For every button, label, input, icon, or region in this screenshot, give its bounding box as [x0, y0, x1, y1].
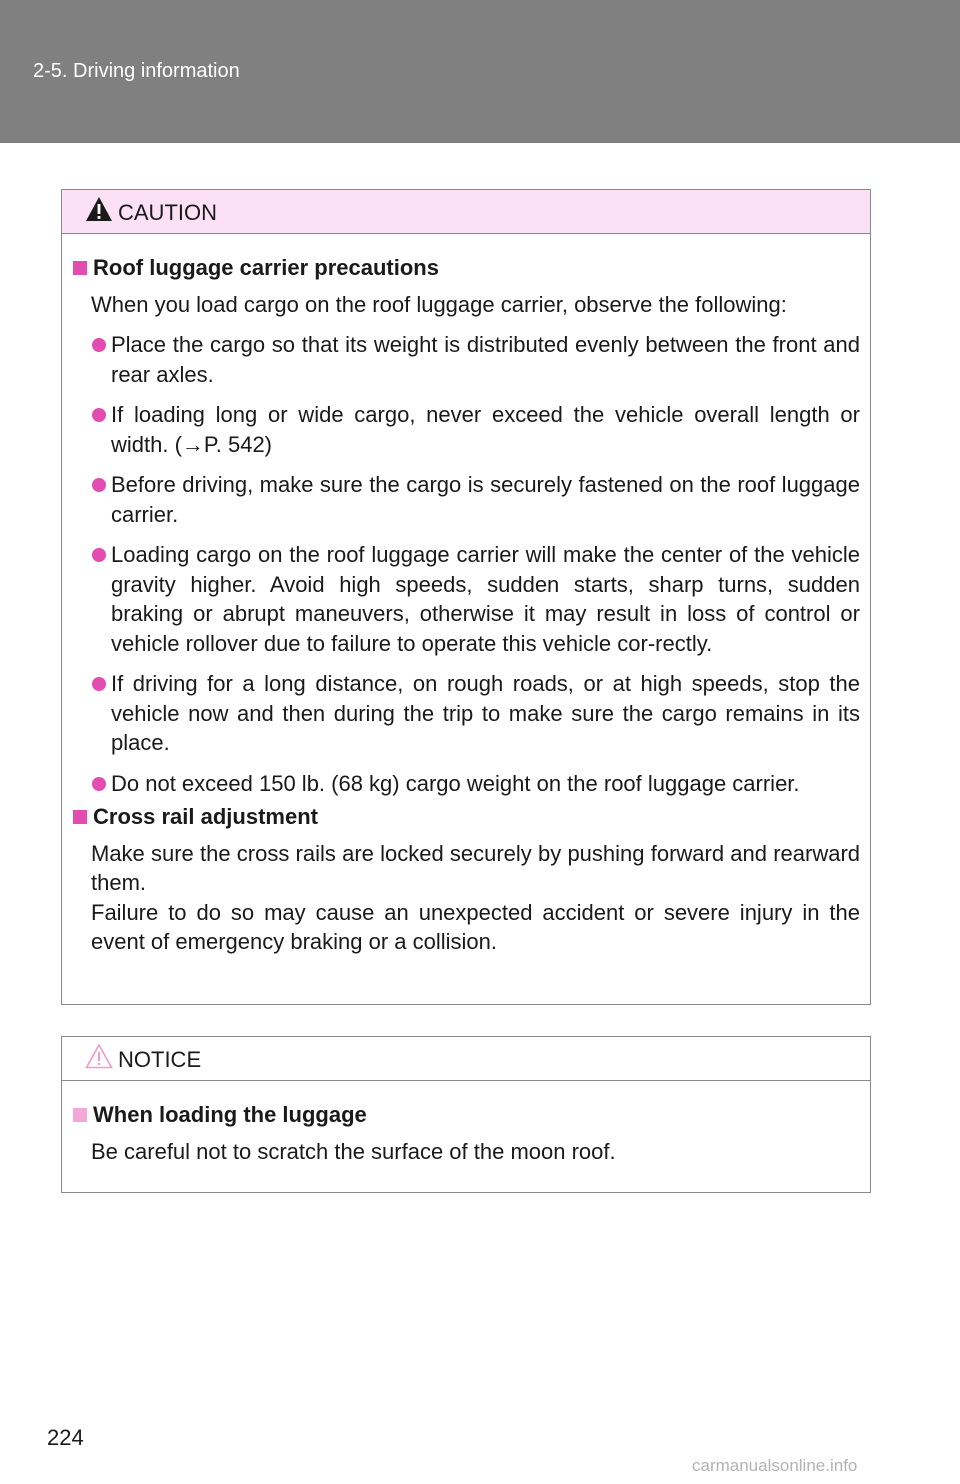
circle-bullet-icon — [92, 338, 106, 352]
section-intro: When you load cargo on the roof luggage carrier, observe the following: — [91, 291, 787, 317]
circle-bullet-icon — [92, 677, 106, 691]
caution-box — [61, 189, 871, 1005]
section-paragraph: Failure to do so may cause an unexpected accident or severe injury in the event of emergency braking or a collision. — [91, 899, 860, 954]
circle-bullet-icon — [92, 478, 106, 492]
notice-body — [62, 1081, 870, 1166]
caution-header — [62, 190, 870, 234]
list-item: If driving for a long distance, on rough roads, or at high speeds, stop the vehicle now and then during the trip to make sure the cargo remains in its place. — [73, 669, 860, 758]
list-item: Place the cargo so that its weight is distributed evenly between the front and rear axles. — [73, 330, 860, 389]
section-paragraph: Be careful not to scratch the surface of the moon roof. — [91, 1138, 616, 1164]
caution-label: CAUTION — [118, 200, 217, 225]
section-paragraph: Make sure the cross rails are locked securely by pushing forward and rearward them. — [91, 840, 860, 895]
warning-outline-icon — [85, 1043, 113, 1069]
section-title: 2-5. Driving information — [33, 60, 240, 82]
circle-bullet-icon — [92, 777, 106, 791]
square-bullet-icon — [73, 261, 87, 275]
notice-label: NOTICE — [118, 1047, 202, 1072]
square-bullet-icon — [73, 1108, 87, 1122]
warning-icon — [85, 196, 113, 222]
list-item: If loading long or wide cargo, never exceed the vehicle overall length or width. (→P. 542) — [73, 400, 860, 459]
page-number: 224 — [47, 1425, 84, 1450]
page-header — [0, 0, 960, 143]
list-item: Loading cargo on the roof luggage carrier will make the center of the vehicle gravity higher. Avoid high speeds, sudden starts, sharp turns, sudden braking or abrupt maneuvers, otherwise it may result in loss of control or vehicle rollover due to failure to operate this vehicle cor-rectly. — [73, 540, 860, 658]
notice-header — [62, 1037, 870, 1081]
section-heading: Roof luggage carrier precautions — [73, 253, 860, 283]
watermark: carmanualsonline.info — [692, 1456, 858, 1475]
circle-bullet-icon — [92, 548, 106, 562]
section-heading: Cross rail adjustment — [73, 802, 860, 832]
list-item: Before driving, make sure the cargo is securely fastened on the roof luggage carrier. — [73, 470, 860, 529]
list-item: Do not exceed 150 lb. (68 kg) cargo weight on the roof luggage carrier. — [73, 769, 860, 799]
circle-bullet-icon — [92, 408, 106, 422]
caution-body — [62, 234, 870, 957]
section-heading: When loading the luggage — [73, 1100, 860, 1130]
square-bullet-icon — [73, 810, 87, 824]
notice-box — [61, 1036, 871, 1193]
